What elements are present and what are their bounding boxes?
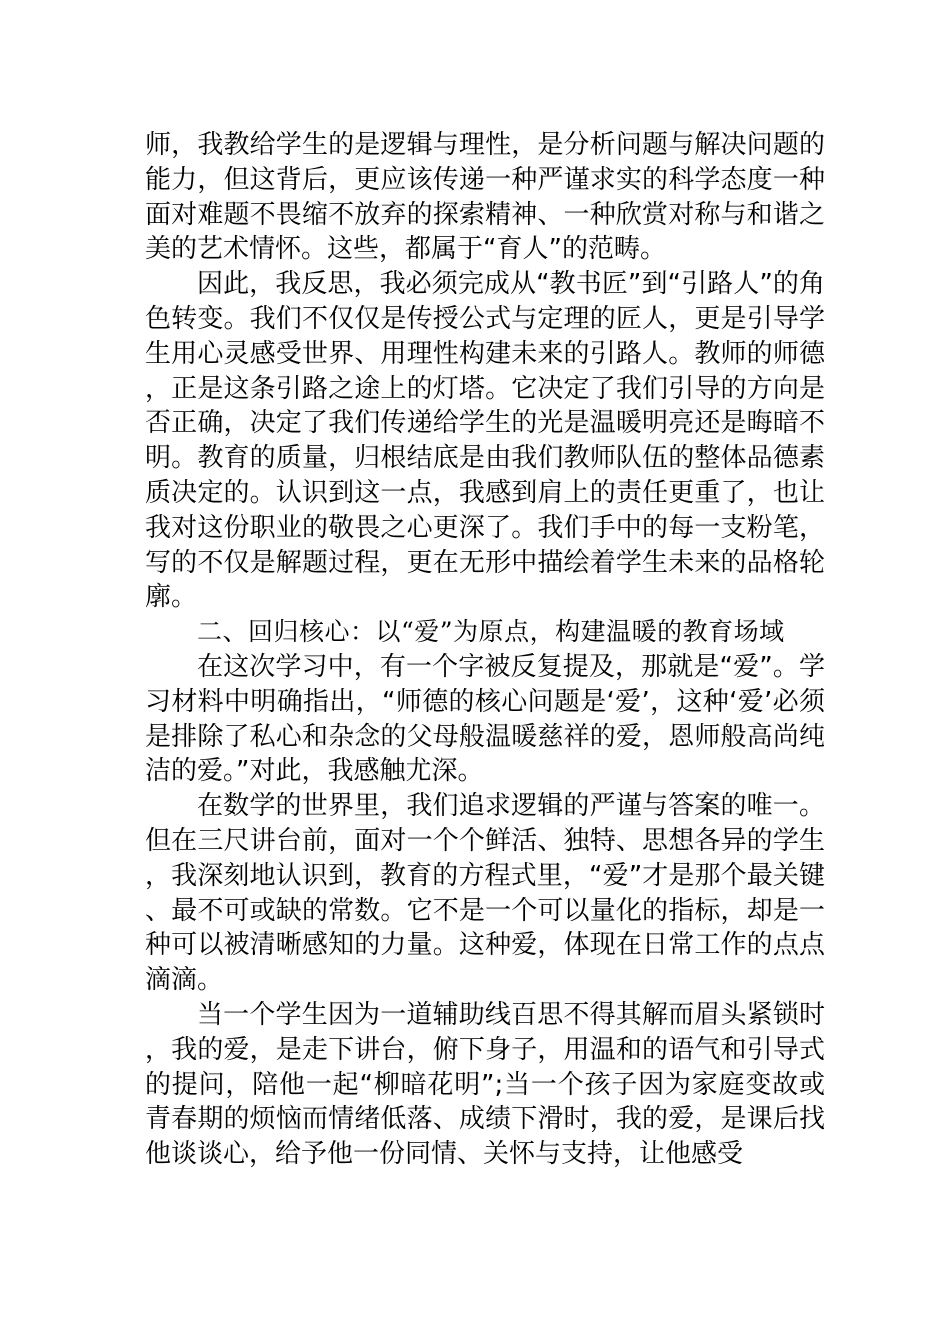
paragraph-math-world: 在数学的世界里，我们追求逻辑的严谨与答案的唯一。但在三尺讲台前，面对一个个鲜活、独特、思想各异的学生，我深刻地认识到，教育的方程式里，“爱”才是那个最关键、最不可或缺的常数。它不是一个可以量化的指标，却是一种可以被清晰感知的力量。这种爱，体现在日常工作的点点滴滴。: [145, 791, 825, 996]
paragraph-daily-love: 当一个学生因为一道辅助线百思不得其解而眉头紧锁时，我的爱，是走下讲台，俯下身子，用温和的语气和引导式的提问，陪他一起“柳暗花明”;当一个孩子因为家庭变故或青春期的烦恼而情绪低落、成绩下滑时，我的爱，是课后找他谈谈心，给予他一份同情、关怀与支持，让他感受: [145, 999, 825, 1170]
paragraph-continuation: 师，我教给学生的是逻辑与理性，是分析问题与解决问题的能力，但这背后，更应该传递一种严谨求实的科学态度一种面对难题不畏缩不放弃的探索精神、一种欣赏对称与和谐之美的艺术情怀。这些，都属于“育人”的范畴。: [145, 130, 825, 265]
section-heading: 二、回归核心：以“爱”为原点，构建温暖的教育场域: [197, 617, 785, 647]
paragraph-role-transition: 因此，我反思，我必须完成从“教书匠”到“引路人”的角色转变。我们不仅仅是传授公式与定理的匠人，更是引导学生用心灵感受世界、用理性构建未来的引路人。教师的师德，正是这条引路之途上的灯塔。它决定了我们引导的方向是否正确，决定了我们传递给学生的光是温暖明亮还是晦暗不明。教育的质量，归根结底是由我们教师队伍的整体品德素质决定的。认识到这一点，我感到肩上的责任更重了，也让我对这份职业的敬畏之心更深了。我们手中的每一支粉笔，写的不仅是解题过程，更在无形中描绘着学生未来的品格轮廓。: [145, 269, 825, 613]
paragraph-love-core: 在这次学习中，有一个字被反复提及，那就是“爱”。学习材料中明确指出，“师德的核心问题是‘爱’，这种‘爱’必须是排除了私心和杂念的父母般温暖慈祥的爱，恩师般高尚纯洁的爱。”对此，我感触尤深。: [145, 651, 825, 787]
document-body: [145, 128, 825, 1172]
